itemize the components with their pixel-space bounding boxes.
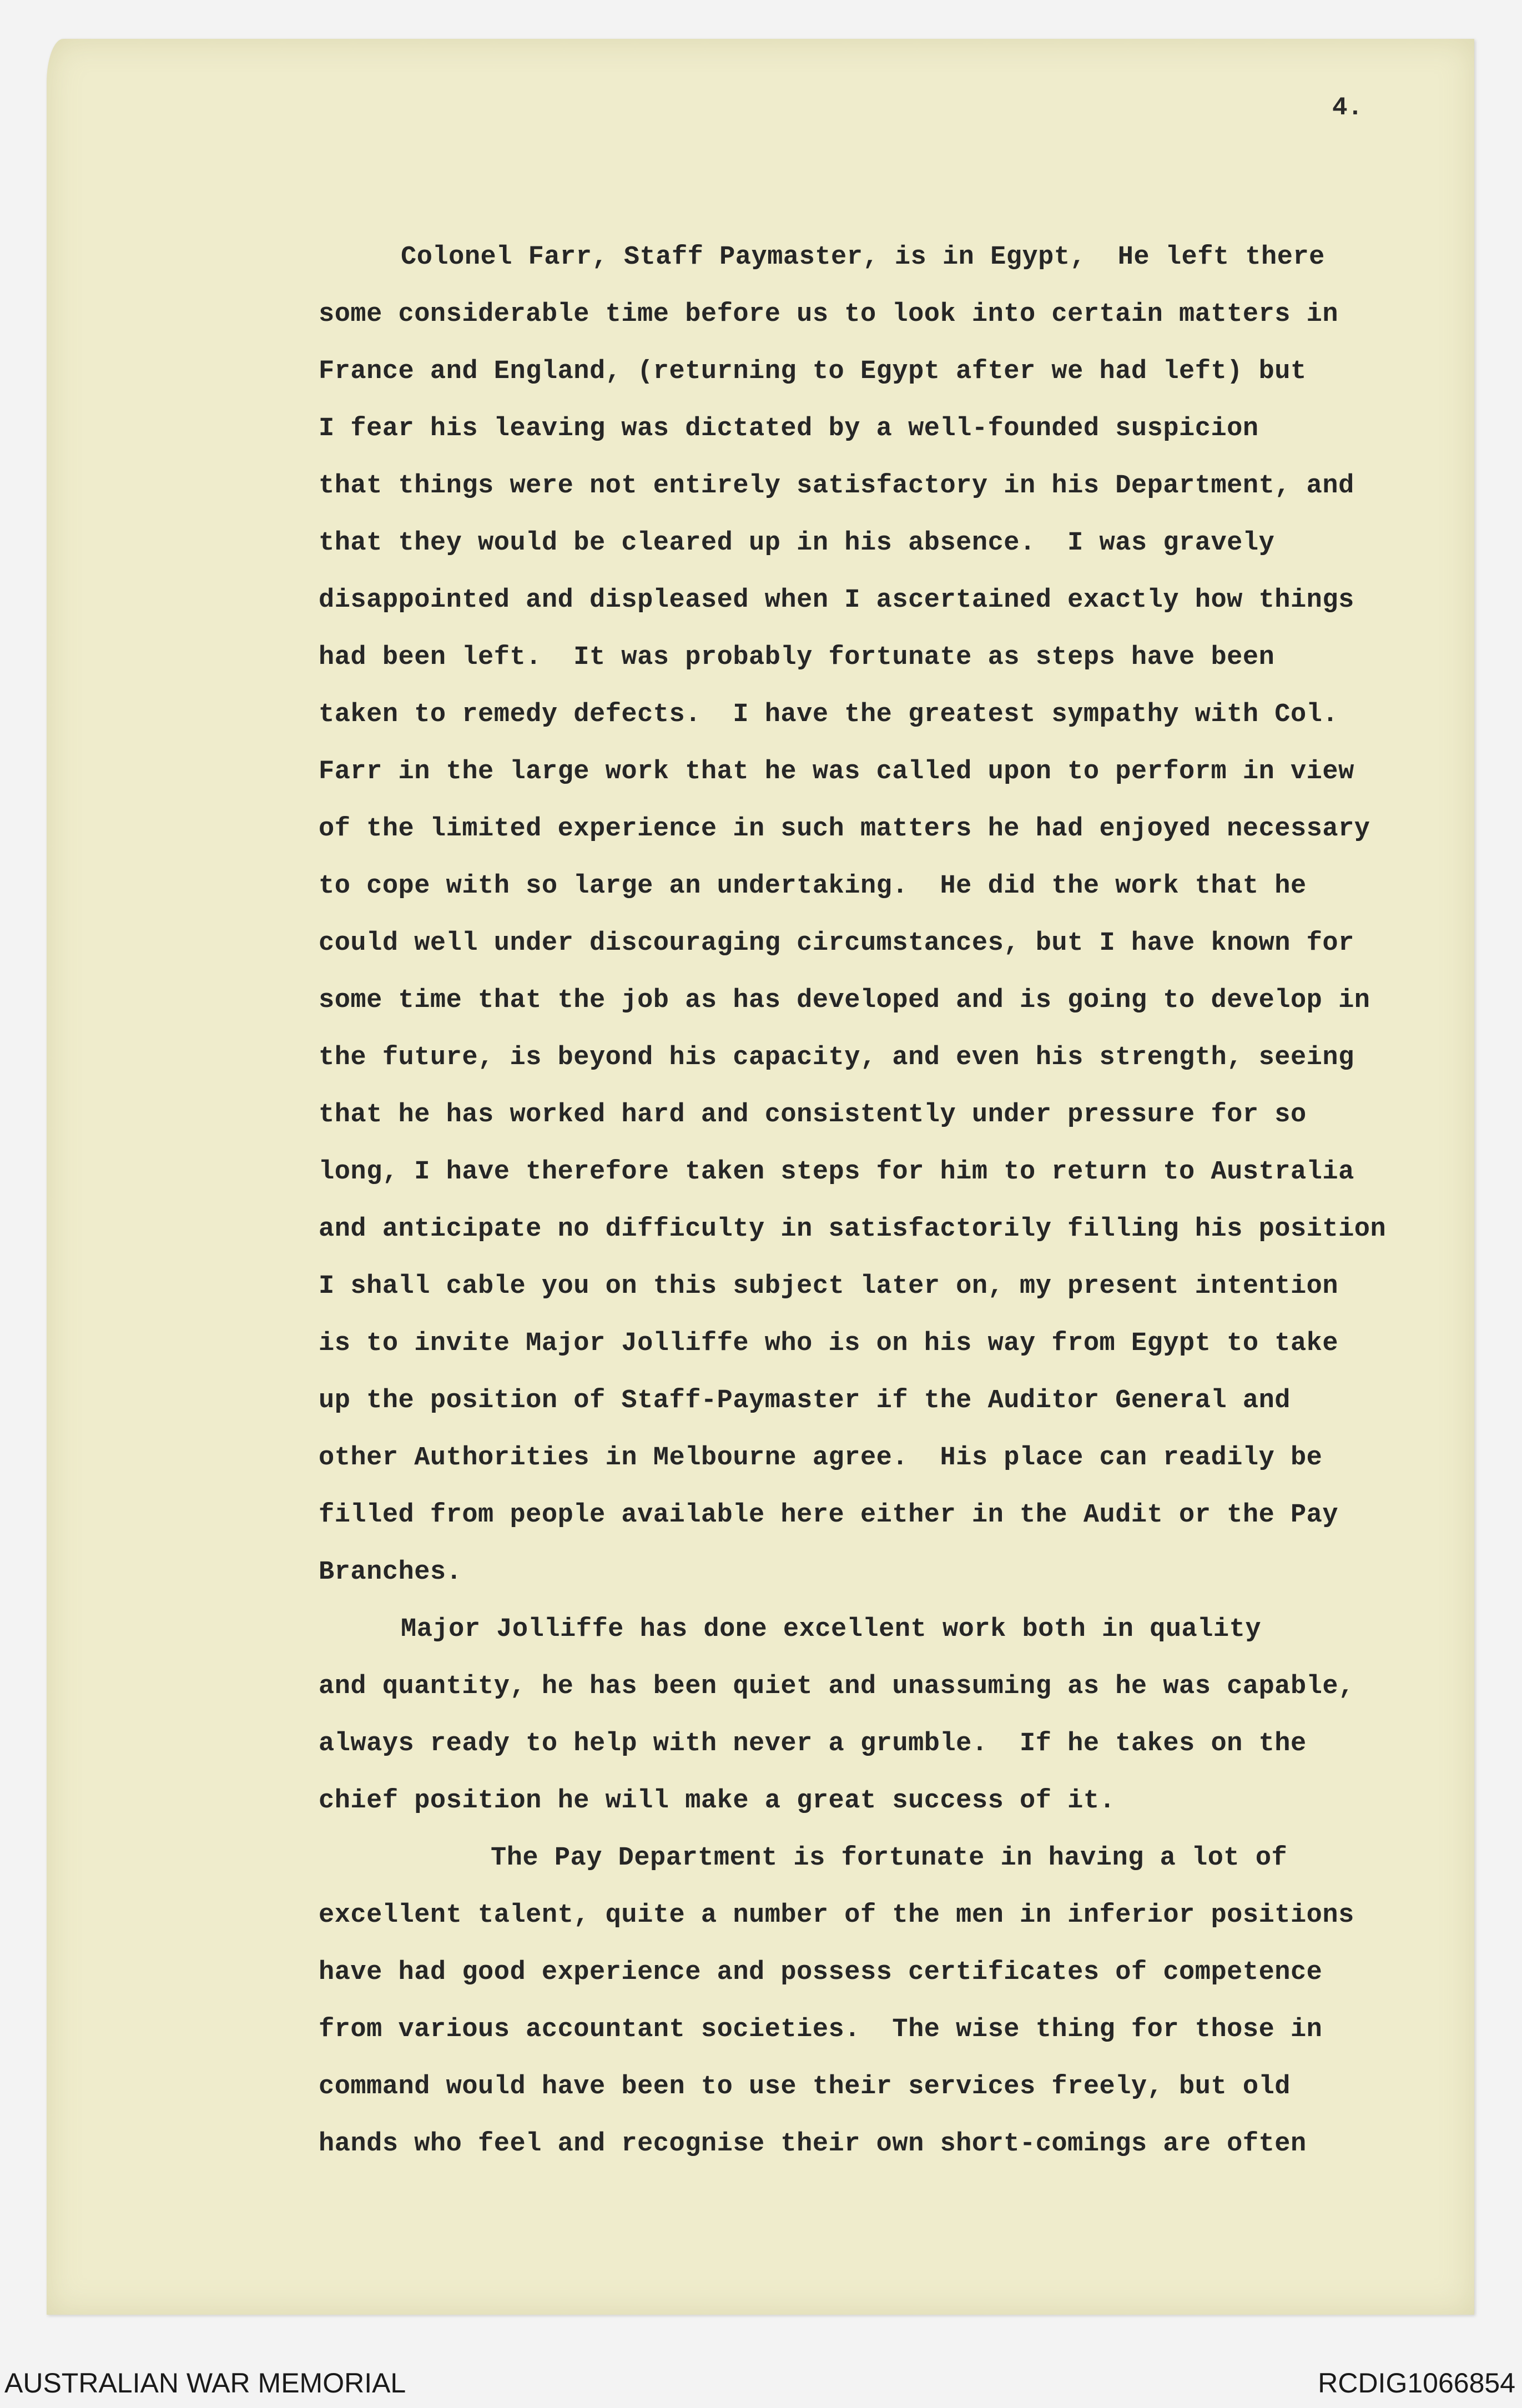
text-line: always ready to help with never a grumble. If he takes on the	[319, 1729, 1307, 1759]
text-line: disappointed and displeased when I ascertained exactly how things	[319, 586, 1354, 615]
text-line: to cope with so large an undertaking. He did the work that he	[319, 871, 1307, 901]
text-line: chief position he will make a great success of it.	[319, 1786, 1116, 1816]
text-line: is to invite Major Jolliffe who is on his way from Egypt to take	[319, 1329, 1339, 1358]
text-line: from various accountant societies. The wise thing for those in	[319, 2015, 1323, 2044]
archive-reference: RCDIG1066854	[1318, 2367, 1515, 2399]
text-line: some considerable time before us to look into certain matters in	[319, 300, 1339, 329]
text-line: and quantity, he has been quiet and unassuming as he was capable,	[319, 1672, 1354, 1701]
text-line: the future, is beyond his capacity, and even his strength, seeing	[319, 1043, 1354, 1072]
text-line: I shall cable you on this subject later on, my present intention	[319, 1272, 1339, 1301]
text-line: and anticipate no difficulty in satisfactorily filling his position	[319, 1215, 1387, 1244]
text-line: hands who feel and recognise their own short-comings are often	[319, 2129, 1307, 2159]
text-line: command would have been to use their services freely, but old	[319, 2072, 1291, 2102]
text-line: some time that the job as has developed and is going to develop in	[319, 986, 1370, 1015]
text-line: of the limited experience in such matters he had enjoyed necessary	[319, 814, 1370, 844]
archive-credit: AUSTRALIAN WAR MEMORIAL	[4, 2367, 406, 2399]
text-line: The Pay Department is fortunate in having a lot of	[491, 1843, 1288, 1873]
text-line: could well under discouraging circumstances, but I have known for	[319, 929, 1354, 958]
text-line: France and England, (returning to Egypt after we had left) but	[319, 357, 1307, 386]
text-line: Major Jolliffe has done excellent work both in quality	[401, 1615, 1262, 1644]
text-line: Colonel Farr, Staff Paymaster, is in Egypt, He left there	[401, 243, 1325, 272]
page-number: 4.	[1332, 93, 1363, 122]
text-line: Branches.	[319, 1558, 462, 1587]
text-line: filled from people available here either in the Audit or the Pay	[319, 1500, 1339, 1530]
text-line: that things were not entirely satisfactory in his Department, and	[319, 471, 1354, 501]
text-line: had been left. It was probably fortunate as steps have been	[319, 643, 1275, 672]
text-line: taken to remedy defects. I have the greatest sympathy with Col.	[319, 700, 1339, 729]
text-line: that they would be cleared up in his absence. I was gravely	[319, 528, 1275, 558]
text-line: I fear his leaving was dictated by a well-founded suspicion	[319, 414, 1259, 444]
text-line: long, I have therefore taken steps for him to return to Australia	[319, 1157, 1354, 1187]
typed-letter-body	[319, 229, 1484, 2173]
text-line: other Authorities in Melbourne agree. His place can readily be	[319, 1443, 1323, 1473]
text-line: that he has worked hard and consistently under pressure for so	[319, 1100, 1307, 1130]
text-line: have had good experience and possess certificates of competence	[319, 1958, 1323, 1987]
text-line: Farr in the large work that he was called upon to perform in view	[319, 757, 1354, 787]
text-line: up the position of Staff-Paymaster if the Auditor General and	[319, 1386, 1291, 1415]
text-line: excellent talent, quite a number of the men in inferior positions	[319, 1901, 1354, 1930]
